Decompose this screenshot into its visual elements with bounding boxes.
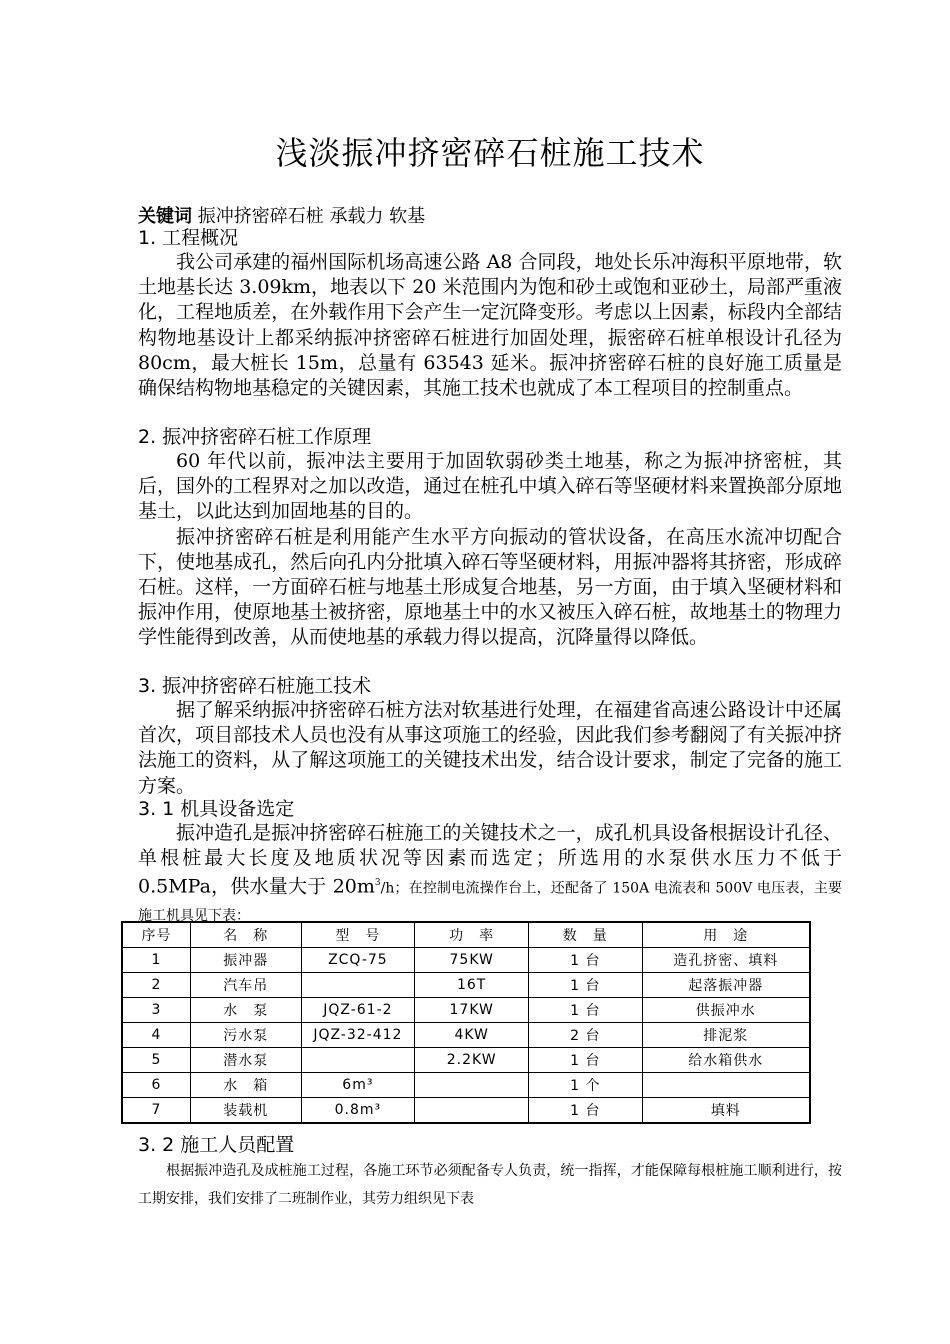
table-row [122,973,810,998]
keywords-text: 振冲挤密碎石桩 承载力 软基 [197,206,426,227]
table-header-cell: 功 率 [415,922,529,948]
section-1 [138,226,842,401]
table-cell [301,1048,415,1073]
section-1-paragraph: 我公司承建的福州国际机场高速公路 A8 合同段，地处长乐冲海积平原地带，软土地基长达 3.09km，地表以下 20 米范围内为饱和砂土或饱和亚砂土，局部严重液化，工程地质差，在外载作用下会产生一定沉降变形。考虑以上因素，标段内全部结构物地基设计上都采纳振冲挤密碎石桩进行加固处理，振密碎石桩单根设计孔径为 80cm，最大桩长 15m，总量有 63543 延米。振冲挤密碎石桩的良好施工质量是确保结构物地基稳定的关键因素，其施工技术也就成了本工程项目的控制重点。 [138,251,842,400]
table-cell: 潜水泵 [191,1048,302,1073]
table-cell: 75KW [415,948,529,973]
table-cell: 1 [122,948,191,973]
table-header-cell: 数 量 [529,922,642,948]
section-3-1-small-text: ；在控制电流操作台上，还配备了 150A 电流表和 500V 电压表，主要施工机具见下表： [138,880,842,924]
document-title: 浅淡振冲挤密碎石桩施工技术 [275,134,705,172]
section-2-paragraph-2: 振冲挤密碎石桩是利用能产生水平方向振动的管状设备，在高压水流冲切配合下，使地基成孔，然后向孔内分批填入碎石等坚硬材料，用振冲器将其挤密，形成碎石桩。这样，一方面碎石桩与地基土形成复合地基，另一方面，由于填入坚硬材料和振冲作用，使原地基土被挤密，原地基土中的水又被压入碎石桩，故地基土的物理力学性能得到改善，从而使地基的承载力得以提高，沉降量得以降低。 [138,525,842,649]
table-cell: 振冲器 [191,948,302,973]
table-cell: 填料 [642,1098,810,1124]
table-cell: 2.2KW [415,1048,529,1073]
section-3-2 [138,1133,842,1213]
table-cell: 装载机 [191,1098,302,1124]
section-1-heading: 1. 工程概况 [138,227,239,249]
table-cell: 汽车吊 [191,973,302,998]
cubic-superscript: 3 [374,878,381,889]
table-cell: 2 [122,973,191,998]
section-3 [138,674,842,799]
section-3-1-paragraph [138,821,842,929]
table-cell [415,1098,529,1124]
table-cell: JQZ-32-412 [301,1023,415,1048]
table-cell: 1 个 [529,1073,642,1098]
table-cell: 水 箱 [191,1073,302,1098]
table-cell [642,1073,810,1098]
table-cell: 1 台 [529,1098,642,1124]
table-cell: 16T [415,973,529,998]
table-cell: 6m³ [301,1073,415,1098]
table-cell: 排泥浆 [642,1023,810,1048]
table-cell: 污水泵 [191,1023,302,1048]
table-row [122,1048,810,1073]
section-2-paragraph-1: 60 年代以前，振冲法主要用于加固软弱砂类土地基，称之为振冲挤密桩，其后，国外的工程界对之加以改造，通过在桩孔中填入碎石等坚硬材料来置换部分原地基土，以此达到加固地基的目的。 [138,450,842,523]
section-2 [138,425,842,651]
table-header-row [122,922,810,948]
table-row [122,948,810,973]
table-cell: 起落振冲器 [642,973,810,998]
table-row [122,1023,810,1048]
table-cell: 给水箱供水 [642,1048,810,1073]
table-cell: 6 [122,1073,191,1098]
section-3-1-heading: 3. 1 机具设备选定 [138,798,295,820]
section-3-1-text: 振冲造孔是振冲挤密碎石桩施工的关键技术之一，成孔机具设备根据设计孔径、单根桩最大长度及地质状况等因素而选定；所选用的水泵供水压力不低于 0.5MPa，供水量大于 20m [138,822,842,898]
keywords-line [138,202,425,228]
section-2-heading: 2. 振冲挤密碎石桩工作原理 [138,426,372,448]
table-header-cell: 型 号 [301,922,415,948]
keywords-label: 关键词 [138,206,192,227]
table-cell: 1 台 [529,998,642,1023]
table-cell: 17KW [415,998,529,1023]
table-cell: 7 [122,1098,191,1124]
table-cell: 5 [122,1048,191,1073]
section-3-paragraph: 据了解采纳振冲挤密碎石桩方法对软基进行处理，在福建省高速公路设计中还属首次，项目部技术人员也没有从事这项施工的经验，因此我们参考翻阅了有关振冲挤法施工的资料，从了解这项施工的关键技术出发，结合设计要求，制定了完备的施工方案。 [138,699,842,797]
table-cell [301,973,415,998]
table-row [122,998,810,1023]
table-cell: 水 泵 [191,998,302,1023]
table-cell [415,1073,529,1098]
table-cell: 2 台 [529,1023,642,1048]
table-header-cell: 名 称 [191,922,302,948]
table-cell: 3 [122,998,191,1023]
table-row [122,1098,810,1124]
table-row [122,1073,810,1098]
section-3-heading: 3. 振冲挤密碎石桩施工技术 [138,675,372,697]
table-cell: 1 台 [529,973,642,998]
table-cell: 造孔挤密、填料 [642,948,810,973]
section-3-1 [138,797,842,929]
table-cell: 0.8m³ [301,1098,415,1124]
table-header-cell: 用 途 [642,922,810,948]
table-cell: 1 台 [529,948,642,973]
table-cell: 4 [122,1023,191,1048]
table-cell: JQZ-61-2 [301,998,415,1023]
section-3-2-paragraph: 根据振冲造孔及成桩施工过程，各施工环节必须配备专人负责，统一指挥，才能保障每根桩施工顺利进行，按工期安排，我们安排了二班制作业，其劳力组织见下表 [138,1163,842,1207]
section-3-2-heading: 3. 2 施工人员配置 [138,1134,295,1156]
table-cell: 4KW [415,1023,529,1048]
table-cell: 供振冲水 [642,998,810,1023]
table-header-cell: 序号 [122,922,191,948]
unit-per-hour: /h [380,880,395,897]
table-cell: ZCQ-75 [301,948,415,973]
table-cell: 1 台 [529,1048,642,1073]
equipment-table [121,921,811,1124]
